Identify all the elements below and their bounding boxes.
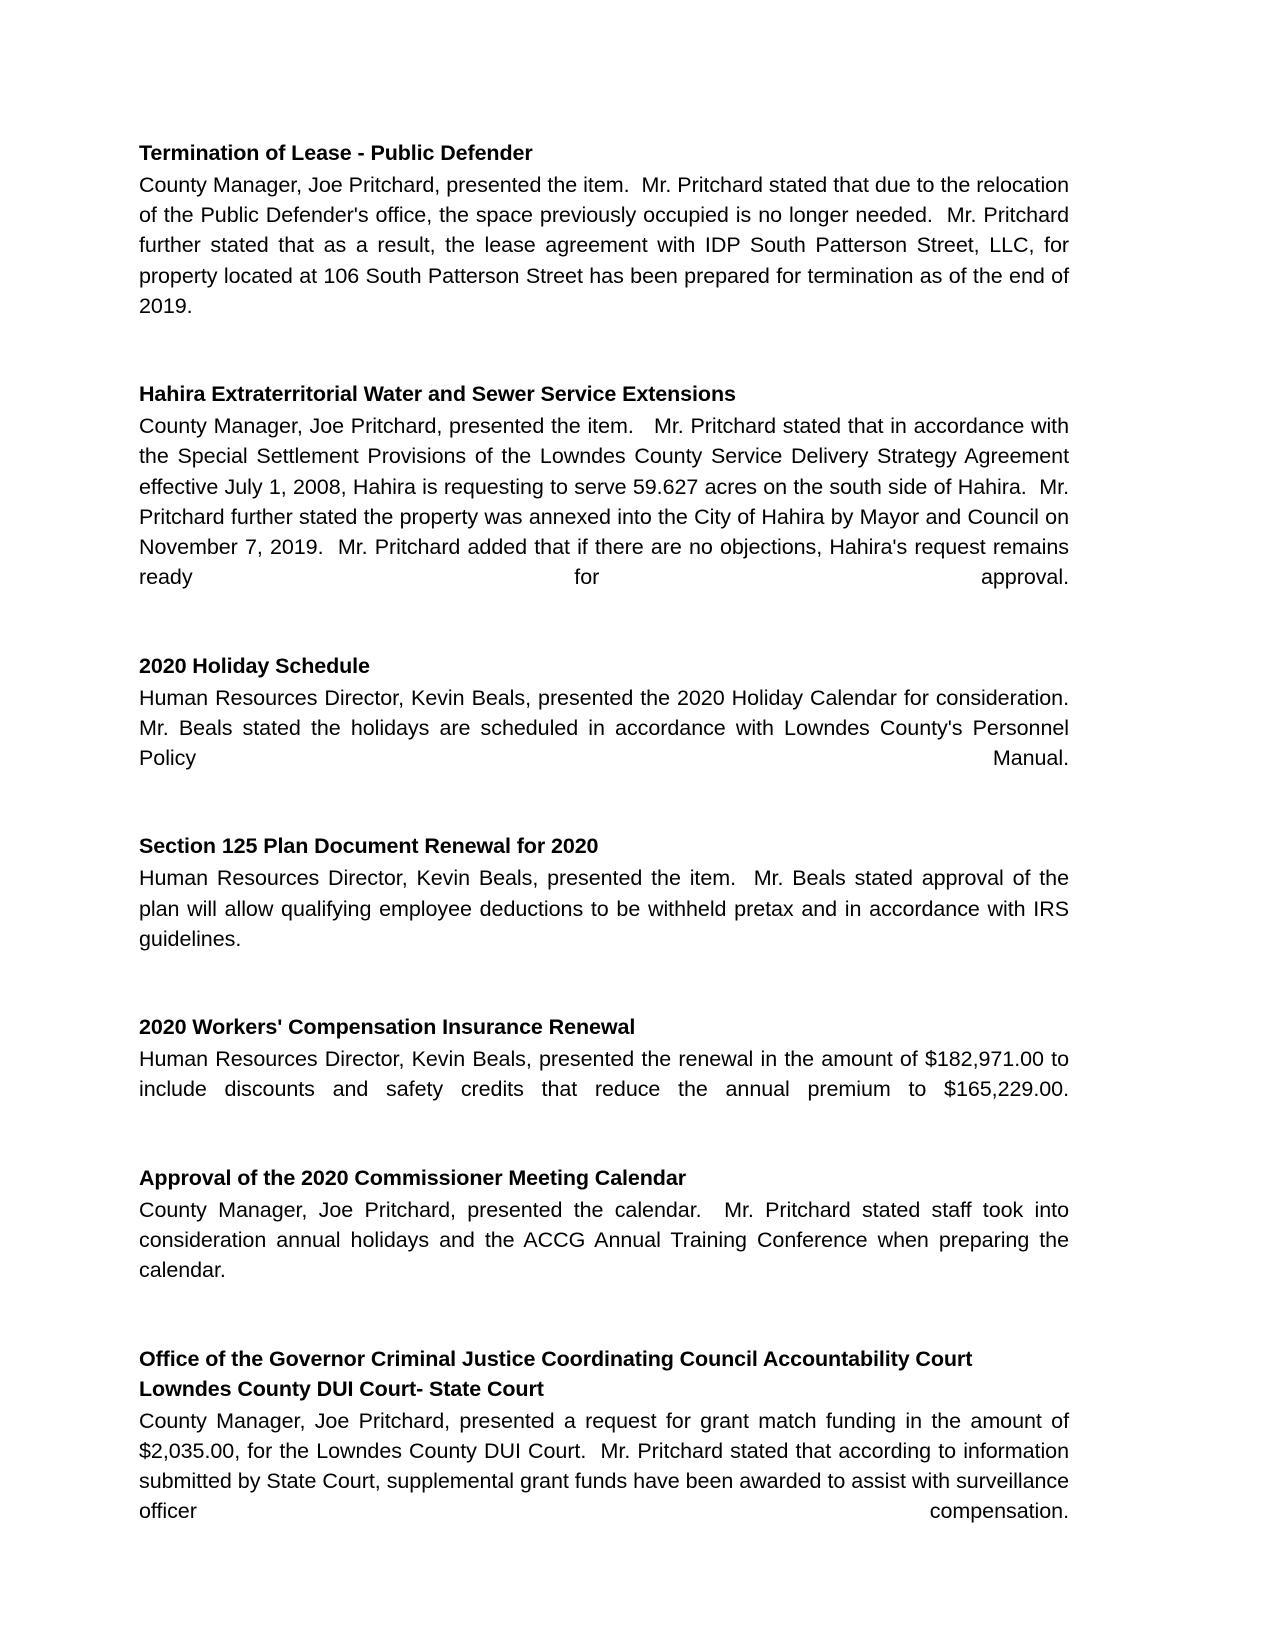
- section-125-plan-renewal: [139, 831, 1075, 984]
- section-heading: Section 125 Plan Document Renewal for 2020: [139, 834, 599, 859]
- section-paragraph: County Manager, Joe Pritchard, presented the item. Mr. Pritchard stated that due to the relocation of the Public Defender's office, the space previously occupied is no longer needed. Mr. Pritchard further stated that as a result, the lease agreement with IDP South Patterson Street, LLC, for property located at 106 South Patterson Street has been prepared for termination as of the end of 2019.: [139, 173, 1075, 318]
- section-workers-compensation-renewal: [139, 1012, 1075, 1135]
- section-heading: 2020 Holiday Schedule: [139, 653, 370, 678]
- section-paragraph: Human Resources Director, Kevin Beals, presented the item. Mr. Beals stated approval of the plan will allow qualifying employee deductions to be withheld pretax and in accordance with IRS guidelines.: [139, 866, 1075, 951]
- section-termination-of-lease: [139, 138, 1075, 351]
- section-paragraph: County Manager, Joe Pritchard, presented the item. Mr. Pritchard stated that in accordance with the Special Settlement Provisions of the Lowndes County Service Delivery Strategy Agreement effective July 1, 2008, Hahira is requesting to serve 59.627 acres on the south side of Hahira. Mr. Pritchard further stated the property was annexed into the City of Hahira by Mayor and Council on November 7, 2019. Mr. Pritchard added that if there are no objections, Hahira's request remains ready for approval.: [139, 414, 1075, 590]
- section-paragraph: County Manager, Joe Pritchard, presented the calendar. Mr. Pritchard stated staff took into consideration annual holidays and the ACCG Annual Training Conference when preparing the calendar.: [139, 1197, 1075, 1283]
- section-paragraph: Human Resources Director, Kevin Beals, presented the renewal in the amount of $182,971.00 to include discounts and safety credits that reduce the annual premium to $165,229.00.: [139, 1047, 1075, 1102]
- section-paragraph: Human Resources Director, Kevin Beals, presented the 2020 Holiday Calendar for consideration. Mr. Beals stated the holidays are scheduled in accordance with Lowndes County's Personnel Policy Manual.: [139, 685, 1081, 771]
- section-dui-court-grant: [139, 1344, 1075, 1557]
- document-body: [139, 138, 1081, 1557]
- section-heading: Office of the Governor Criminal Justice Coordinating Council Accountability Court Lowndes County DUI Court- State Court: [139, 1346, 973, 1401]
- section-hahira-water-sewer: [139, 379, 1075, 622]
- section-heading: Termination of Lease - Public Defender: [139, 141, 533, 165]
- section-heading: Approval of the 2020 Commissioner Meeting Calendar: [139, 1165, 686, 1190]
- section-holiday-schedule: [139, 651, 1081, 804]
- section-heading: 2020 Workers' Compensation Insurance Renewal: [139, 1015, 636, 1040]
- section-commissioner-meeting-calendar: [139, 1163, 1075, 1316]
- section-paragraph: County Manager, Joe Pritchard, presented a request for grant match funding in the amount of $2,035.00, for the Lowndes County DUI Court. Mr. Pritchard stated that according to information submitted by State Court, supplemental grant funds have been awarded to assist with surveillance officer compensation.: [139, 1408, 1075, 1524]
- section-heading: Hahira Extraterritorial Water and Sewer Service Extensions: [139, 382, 736, 407]
